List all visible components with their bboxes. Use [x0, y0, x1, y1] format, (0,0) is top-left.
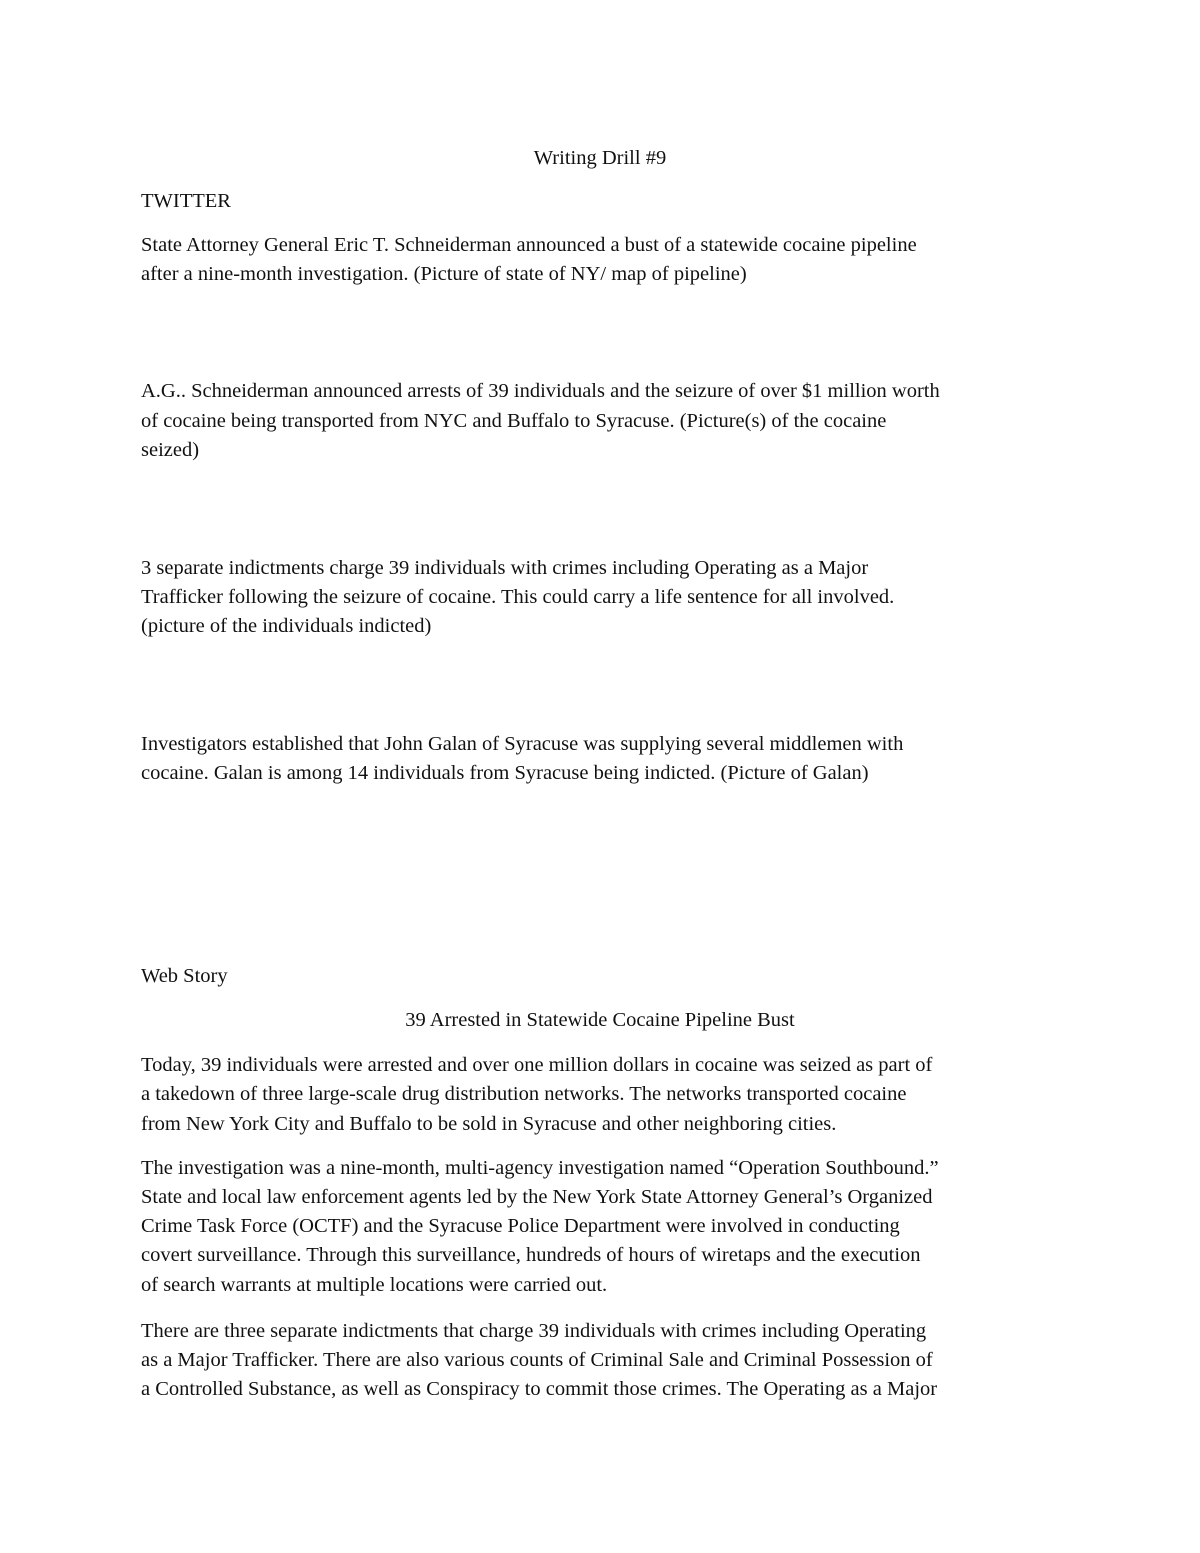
paragraph-2-line-4: covert surveillance. Through this surveillance, hundreds of hours of wiretaps and the execution — [141, 1244, 921, 1266]
paragraph-3-line-3: a Controlled Substance, as well as Conspiracy to commit those crimes. The Operating as a Major — [141, 1378, 938, 1400]
paragraph-1-line-3: from New York City and Buffalo to be sold in Syracuse and other neighboring cities. — [141, 1113, 837, 1135]
tweet-2-line-1: A.G.. Schneiderman announced arrests of 39 individuals and the seizure of over $1 million worth — [141, 380, 940, 402]
paragraph-1-line-2: a takedown of three large-scale drug distribution networks. The networks transported cocaine — [141, 1083, 907, 1105]
paragraph-3-line-1: There are three separate indictments that charge 39 individuals with crimes including Operating — [141, 1320, 927, 1342]
tweet-2-line-3: seized) — [141, 439, 200, 461]
paragraph-1-line-1: Today, 39 individuals were arrested and over one million dollars in cocaine was seized as part of — [141, 1054, 933, 1076]
web-story-headline: 39 Arrested in Statewide Cocaine Pipeline Bust — [405, 1009, 795, 1031]
tweet-2-line-2: of cocaine being transported from NYC and Buffalo to Syracuse. (Picture(s) of the cocaine — [141, 410, 887, 432]
tweet-3-line-1: 3 separate indictments charge 39 individuals with crimes including Operating as a Major — [141, 557, 869, 579]
paragraph-2-line-3: Crime Task Force (OCTF) and the Syracuse Police Department were involved in conducting — [141, 1215, 900, 1237]
paragraph-2-line-5: of search warrants at multiple locations were carried out. — [141, 1274, 608, 1296]
document-title: Writing Drill #9 — [533, 147, 667, 169]
tweet-4-line-1: Investigators established that John Galan of Syracuse was supplying several middlemen with — [141, 733, 904, 755]
tweet-4-line-2: cocaine. Galan is among 14 individuals from Syracuse being indicted. (Picture of Galan) — [141, 762, 869, 784]
twitter-heading: TWITTER — [141, 190, 231, 212]
paragraph-3-line-2: as a Major Trafficker. There are also various counts of Criminal Sale and Criminal Possession of — [141, 1349, 933, 1371]
tweet-1-line-1: State Attorney General Eric T. Schneiderman announced a bust of a statewide cocaine pipeline — [141, 234, 917, 256]
web-story-heading: Web Story — [141, 965, 228, 987]
tweet-3-line-2: Trafficker following the seizure of cocaine. This could carry a life sentence for all involved. — [141, 586, 895, 608]
paragraph-2-line-1: The investigation was a nine-month, multi-agency investigation named “Operation Southbound.” — [141, 1157, 939, 1179]
paragraph-2-line-2: State and local law enforcement agents led by the New York State Attorney General’s Organized — [141, 1186, 933, 1208]
tweet-3-line-3: (picture of the individuals indicted) — [141, 615, 432, 637]
tweet-1-line-2: after a nine-month investigation. (Picture of state of NY/ map of pipeline) — [141, 263, 747, 285]
